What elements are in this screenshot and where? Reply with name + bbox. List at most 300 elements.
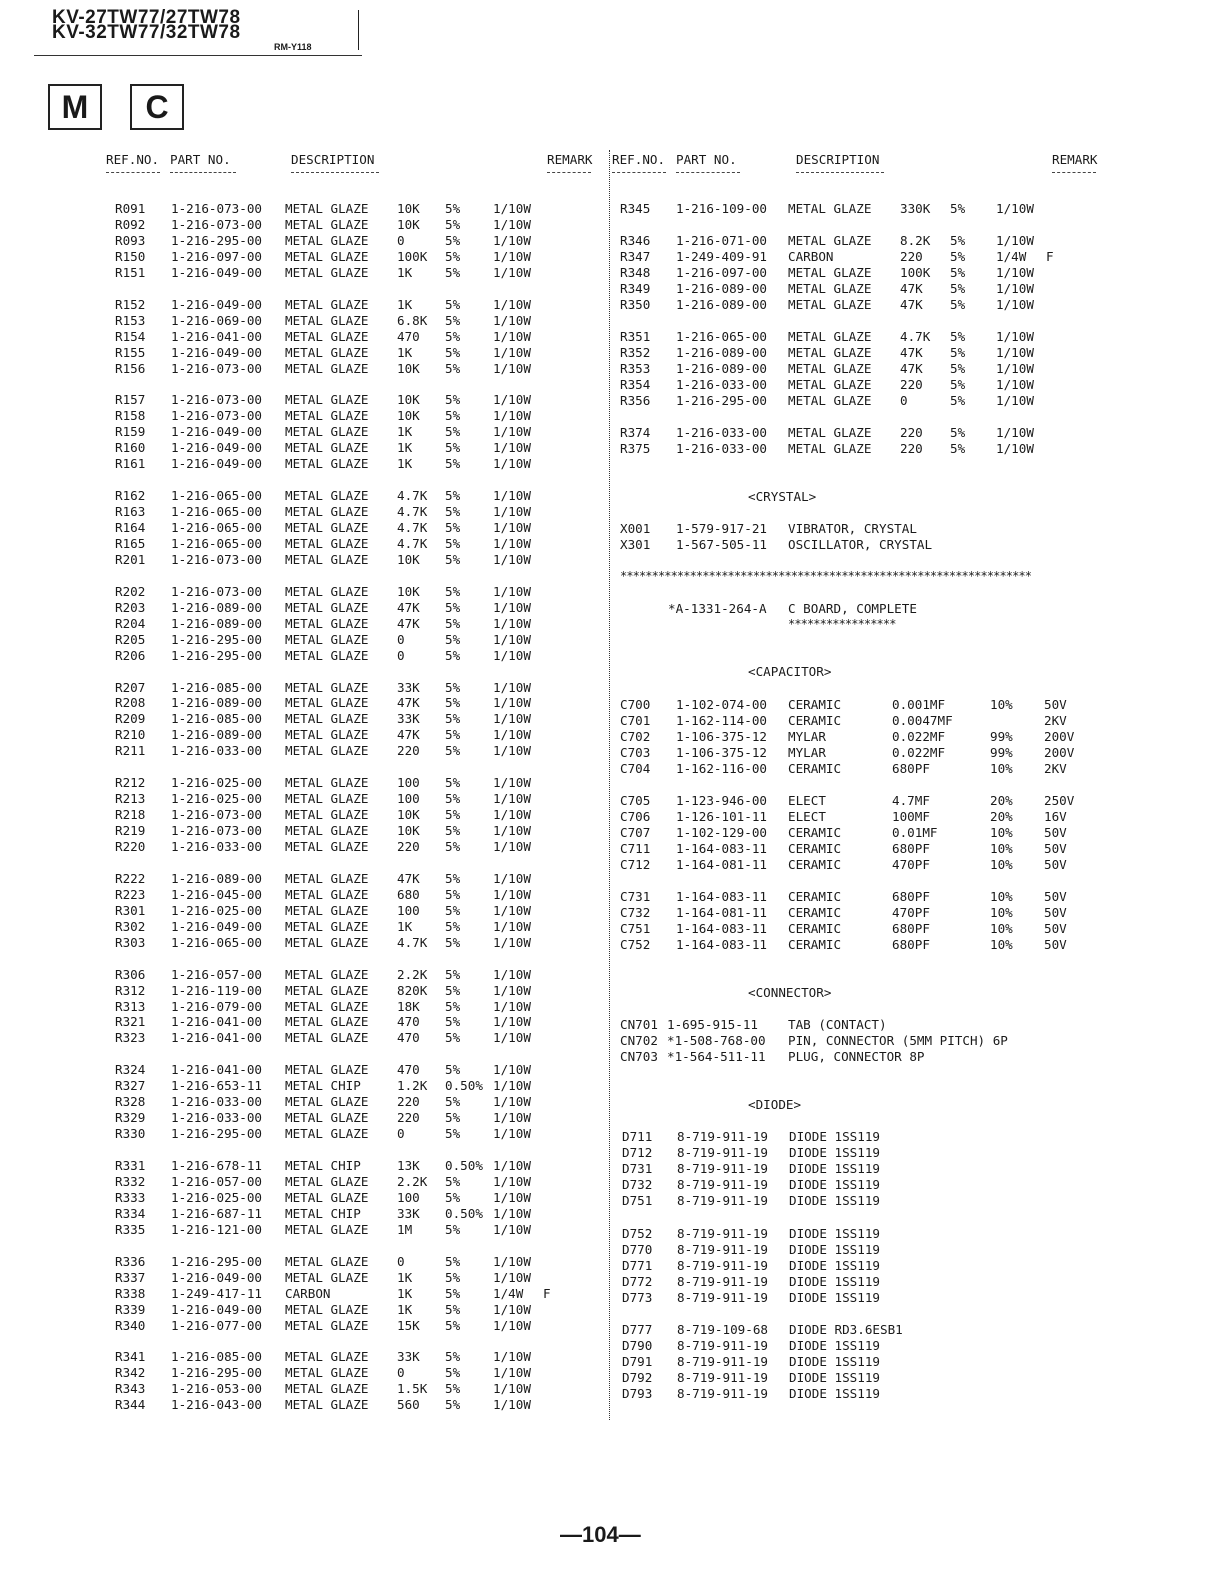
header-underline (170, 172, 236, 173)
part-value: 8.2K (900, 233, 931, 248)
part-description: CERAMIC (788, 712, 842, 728)
part-description: METAL GLAZE (285, 264, 369, 280)
part-rating: 1/10W (493, 807, 531, 823)
part-description: METAL GLAZE (788, 201, 872, 216)
part-part-no: 8-719-911-19 (677, 1353, 768, 1369)
part-tolerance: 5% (445, 1317, 461, 1333)
part-value: 15K (397, 1317, 420, 1333)
part-ref-no: R302 (115, 918, 146, 934)
part-rating: 1/10W (493, 998, 531, 1014)
part-rating: 1/10W (493, 520, 531, 535)
part-value: 470 (397, 1062, 420, 1078)
part-ref-no: R206 (115, 647, 146, 663)
part-rating: 1/10W (493, 1397, 531, 1413)
part-tolerance: 5% (445, 1221, 461, 1237)
part-rating: 1/10W (996, 296, 1034, 312)
part-tolerance: 5% (445, 456, 461, 472)
part-ref-no: D770 (622, 1241, 653, 1257)
part-value: 1K (397, 344, 413, 360)
part-rating: 1/10W (493, 966, 531, 982)
part-description: METAL GLAZE (285, 918, 369, 934)
part-description: MYLAR (788, 744, 826, 760)
part-value: 1K (397, 424, 413, 440)
part-rating: 1/10W (493, 201, 531, 216)
part-value: 1K (397, 440, 413, 456)
part-ref-no: C703 (620, 744, 651, 760)
part-description: METAL GLAZE (285, 1381, 369, 1397)
part-value: 220 (900, 248, 923, 264)
part-description: DIODE 1SS119 (789, 1353, 880, 1369)
part-part-no: 1-695-915-11 (667, 1017, 758, 1032)
part-rating: 1/10W (493, 1349, 531, 1365)
part-ref-no: R154 (115, 328, 146, 344)
part-tolerance: 5% (445, 1381, 461, 1397)
part-part-no: 1-216-025-00 (171, 902, 262, 918)
part-tolerance: 5% (445, 711, 461, 727)
part-value: 1K (397, 296, 413, 312)
part-part-no: 1-216-295-00 (171, 232, 262, 248)
part-tolerance: 10% (990, 904, 1013, 920)
part-description: CERAMIC (788, 697, 842, 712)
part-ref-no: D711 (622, 1129, 653, 1144)
part-description: METAL GLAZE (285, 1030, 369, 1046)
part-ref-no: CN701 (620, 1017, 658, 1032)
part-description: METAL CHIP (285, 1205, 361, 1221)
part-ref-no: R222 (115, 870, 146, 886)
part-tolerance: 10% (990, 760, 1013, 776)
part-tolerance: 5% (445, 679, 461, 695)
part-tolerance: 5% (445, 647, 461, 663)
part-value: 1K (397, 918, 413, 934)
part-part-no: 1-216-073-00 (171, 201, 262, 216)
part-part-no: *1-564-511-11 (667, 1048, 766, 1064)
part-part-no: 1-216-025-00 (171, 775, 262, 791)
part-value: 100K (397, 248, 428, 264)
part-tolerance: 5% (950, 425, 966, 440)
part-rating: 50V (1044, 824, 1067, 840)
part-description: METAL GLAZE (285, 839, 369, 854)
section-heading-crystal: <CRYSTAL> (748, 489, 817, 504)
part-tolerance: 5% (445, 344, 461, 360)
part-part-no: 1-216-065-00 (171, 535, 262, 551)
part-description: METAL GLAZE (285, 934, 369, 950)
part-rating: 1/4W (493, 1285, 524, 1301)
part-tolerance: 5% (445, 296, 461, 312)
part-description: DIODE 1SS119 (789, 1273, 880, 1289)
part-ref-no: R207 (115, 679, 146, 695)
part-part-no: 1-102-074-00 (676, 697, 767, 712)
part-description: METAL GLAZE (285, 807, 369, 823)
part-tolerance: 5% (445, 631, 461, 647)
part-ref-no: R205 (115, 631, 146, 647)
part-part-no: 1-216-033-00 (171, 1094, 262, 1110)
part-tolerance: 5% (445, 488, 461, 504)
part-description: METAL GLAZE (285, 631, 369, 647)
part-description: METAL GLAZE (285, 520, 369, 535)
part-ref-no: R336 (115, 1253, 146, 1269)
part-part-no: 8-719-911-19 (677, 1226, 768, 1241)
part-value: 220 (397, 1110, 420, 1126)
part-ref-no: R153 (115, 312, 146, 328)
part-description: METAL GLAZE (285, 1349, 369, 1365)
part-ref-no: R163 (115, 504, 146, 520)
part-description: DIODE 1SS119 (789, 1257, 880, 1273)
part-description: METAL CHIP (285, 1078, 361, 1094)
part-rating: 1/10W (493, 1062, 531, 1078)
part-ref-no: X001 (620, 521, 651, 536)
part-tolerance: 5% (950, 201, 966, 216)
part-tolerance: 0.50% (445, 1205, 483, 1221)
part-ref-no: R211 (115, 743, 146, 759)
part-rating: 1/10W (493, 711, 531, 727)
col-ref-no: REF.NO. (106, 152, 160, 167)
part-rating: 1/10W (493, 695, 531, 711)
part-part-no: 1-216-025-00 (171, 791, 262, 807)
part-ref-no: R351 (620, 329, 651, 344)
part-ref-no: C707 (620, 824, 651, 840)
part-tolerance: 5% (445, 312, 461, 328)
part-description: METAL GLAZE (285, 647, 369, 663)
part-value: 0.022MF (892, 744, 946, 760)
part-tolerance: 5% (445, 248, 461, 264)
part-value: 10K (397, 392, 420, 408)
part-description: METAL GLAZE (285, 982, 369, 998)
part-value: 470PF (892, 856, 930, 872)
part-rating: 1/10W (493, 1173, 531, 1189)
part-value: 0.001MF (892, 697, 946, 712)
part-part-no: 1-216-089-00 (676, 344, 767, 360)
part-ref-no: R331 (115, 1158, 146, 1173)
part-value: 47K (397, 695, 420, 711)
part-value: 47K (900, 344, 923, 360)
part-part-no: 1-216-077-00 (171, 1317, 262, 1333)
part-part-no: 8-719-911-19 (677, 1160, 768, 1176)
part-part-no: 1-216-121-00 (171, 1221, 262, 1237)
part-description: METAL GLAZE (788, 360, 872, 376)
part-ref-no: R347 (620, 248, 651, 264)
part-description: METAL GLAZE (285, 615, 369, 631)
column-divider (609, 150, 610, 1420)
part-ref-no: C704 (620, 760, 651, 776)
part-tolerance: 5% (445, 599, 461, 615)
part-tolerance: 5% (445, 918, 461, 934)
part-description: TAB (CONTACT) (788, 1017, 887, 1032)
part-value: 10K (397, 807, 420, 823)
part-rating: 1/10W (493, 1094, 531, 1110)
part-rating: 50V (1044, 904, 1067, 920)
part-rating: 1/10W (493, 583, 531, 599)
part-rating: 1/10W (493, 344, 531, 360)
part-ref-no: R212 (115, 775, 146, 791)
part-ref-no: C711 (620, 840, 651, 856)
part-part-no: 1-123-946-00 (676, 793, 767, 808)
part-value: 0.0047MF (892, 712, 953, 728)
part-ref-no: R312 (115, 982, 146, 998)
part-value: 47K (397, 727, 420, 743)
part-ref-no: R208 (115, 695, 146, 711)
part-description: METAL GLAZE (285, 456, 369, 472)
part-ref-no: R349 (620, 280, 651, 296)
part-part-no: 1-216-071-00 (676, 233, 767, 248)
part-tolerance: 5% (445, 934, 461, 950)
part-part-no: 1-216-073-00 (171, 551, 262, 567)
part-rating: 1/10W (493, 934, 531, 950)
remote-model: RM-Y118 (274, 42, 312, 52)
part-ref-no: R092 (115, 216, 146, 232)
part-remark: F (1046, 248, 1054, 264)
section-heading-capacitor: <CAPACITOR> (748, 664, 832, 679)
part-rating: 1/10W (493, 264, 531, 280)
part-rating: 1/4W (996, 248, 1027, 264)
part-description: METAL GLAZE (285, 551, 369, 567)
part-tolerance: 5% (950, 233, 966, 248)
part-part-no: 1-216-065-00 (676, 329, 767, 344)
part-ref-no: R161 (115, 456, 146, 472)
part-part-no: 1-216-049-00 (171, 918, 262, 934)
part-value: 1K (397, 1269, 413, 1285)
part-rating: 1/10W (493, 535, 531, 551)
part-ref-no: R093 (115, 232, 146, 248)
part-rating: 2KV (1044, 712, 1067, 728)
part-rating: 1/10W (493, 1301, 531, 1317)
part-description: DIODE 1SS119 (789, 1337, 880, 1353)
part-value: 47K (397, 599, 420, 615)
part-ref-no: D791 (622, 1353, 653, 1369)
part-rating: 1/10W (996, 376, 1034, 392)
part-rating: 1/10W (493, 679, 531, 695)
part-rating: 1/10W (493, 216, 531, 232)
part-ref-no: R327 (115, 1078, 146, 1094)
part-value: 4.7K (397, 520, 428, 535)
part-ref-no: R156 (115, 360, 146, 376)
part-part-no: 1-216-057-00 (171, 966, 262, 982)
part-rating: 1/10W (493, 360, 531, 376)
part-rating: 1/10W (493, 1221, 531, 1237)
part-part-no: 1-164-081-11 (676, 856, 767, 872)
section-box-m: M (48, 84, 102, 130)
part-part-no: 1-216-053-00 (171, 1381, 262, 1397)
part-ref-no: R155 (115, 344, 146, 360)
part-ref-no: D790 (622, 1337, 653, 1353)
part-value: 220 (397, 743, 420, 759)
header-underline (547, 172, 591, 173)
part-ref-no: R340 (115, 1317, 146, 1333)
part-description: METAL GLAZE (285, 1317, 369, 1333)
part-description: VIBRATOR, CRYSTAL (788, 521, 917, 536)
part-description: DIODE 1SS119 (789, 1144, 880, 1160)
part-part-no: 1-216-049-00 (171, 344, 262, 360)
part-part-no: 1-216-041-00 (171, 1014, 262, 1030)
part-description: METAL GLAZE (285, 1173, 369, 1189)
part-ref-no: D712 (622, 1144, 653, 1160)
part-part-no: 1-216-041-00 (171, 1062, 262, 1078)
part-part-no: 1-216-041-00 (171, 328, 262, 344)
part-tolerance: 10% (990, 697, 1013, 712)
part-part-no: 8-719-911-19 (677, 1385, 768, 1401)
part-description: METAL GLAZE (285, 232, 369, 248)
header-underline (106, 172, 160, 173)
part-description: CERAMIC (788, 936, 842, 952)
part-value: 1.2K (397, 1078, 428, 1094)
part-ref-no: R334 (115, 1205, 146, 1221)
part-rating: 1/10W (996, 329, 1034, 344)
part-part-no: 1-216-033-00 (171, 1110, 262, 1126)
part-value: 10K (397, 583, 420, 599)
part-part-no: 1-162-114-00 (676, 712, 767, 728)
part-ref-no: R303 (115, 934, 146, 950)
part-rating: 1/10W (493, 1110, 531, 1126)
part-value: 47K (900, 280, 923, 296)
part-tolerance: 5% (445, 615, 461, 631)
part-rating: 16V (1044, 808, 1067, 824)
part-description: METAL GLAZE (285, 1062, 369, 1078)
part-value: 18K (397, 998, 420, 1014)
part-rating: 1/10W (493, 982, 531, 998)
part-part-no: 8-719-911-19 (677, 1257, 768, 1273)
part-ref-no: R223 (115, 886, 146, 902)
part-tolerance: 10% (990, 936, 1013, 952)
part-part-no: 8-719-911-19 (677, 1129, 768, 1144)
part-rating: 1/10W (493, 743, 531, 759)
part-part-no: 1-164-083-11 (676, 889, 767, 904)
part-description: CERAMIC (788, 760, 842, 776)
part-rating: 1/10W (493, 328, 531, 344)
header-underline (796, 172, 884, 173)
part-part-no: 8-719-911-19 (677, 1144, 768, 1160)
part-tolerance: 5% (445, 1062, 461, 1078)
part-ref-no: R333 (115, 1189, 146, 1205)
part-part-no: 1-164-083-11 (676, 920, 767, 936)
part-description: METAL GLAZE (285, 743, 369, 759)
part-ref-no: R374 (620, 425, 651, 440)
model-title-line2: KV-32TW77/32TW78 (52, 22, 241, 43)
part-value: 4.7K (900, 329, 931, 344)
part-tolerance: 10% (990, 840, 1013, 856)
part-part-no: 1-106-375-12 (676, 744, 767, 760)
part-description: CERAMIC (788, 889, 842, 904)
part-tolerance: 5% (445, 1301, 461, 1317)
part-description: MYLAR (788, 728, 826, 744)
part-description: METAL GLAZE (285, 695, 369, 711)
part-part-no: 1-216-089-00 (171, 599, 262, 615)
part-ref-no: R150 (115, 248, 146, 264)
part-description: METAL GLAZE (285, 1397, 369, 1413)
col-part-no: PART NO. (170, 152, 231, 167)
part-description: OSCILLATOR, CRYSTAL (788, 536, 933, 552)
part-rating: 50V (1044, 856, 1067, 872)
part-ref-no: R344 (115, 1397, 146, 1413)
part-rating: 1/10W (493, 1317, 531, 1333)
part-ref-no: R091 (115, 201, 146, 216)
part-description: CARBON (285, 1285, 331, 1301)
part-ref-no: CN703 (620, 1048, 658, 1064)
part-ref-no: D777 (622, 1322, 653, 1337)
part-tolerance: 5% (445, 982, 461, 998)
part-value: 0.022MF (892, 728, 946, 744)
part-part-no: 1-216-025-00 (171, 1189, 262, 1205)
part-value: 33K (397, 1349, 420, 1365)
part-description: ELECT (788, 793, 826, 808)
board-name: C BOARD, COMPLETE (788, 601, 917, 616)
part-value: 680 (397, 886, 420, 902)
part-description: METAL GLAZE (285, 679, 369, 695)
part-rating: 1/10W (493, 727, 531, 743)
part-rating: 1/10W (493, 248, 531, 264)
part-tolerance: 5% (445, 807, 461, 823)
part-rating: 1/10W (493, 408, 531, 424)
part-rating: 1/10W (996, 280, 1034, 296)
part-ref-no: R210 (115, 727, 146, 743)
part-description: METAL GLAZE (285, 1094, 369, 1110)
part-part-no: 1-216-073-00 (171, 807, 262, 823)
part-part-no: 1-216-033-00 (171, 839, 262, 854)
part-description: METAL GLAZE (285, 1365, 369, 1381)
part-rating: 1/10W (493, 886, 531, 902)
part-description: METAL GLAZE (285, 328, 369, 344)
page-number: —104— (560, 1522, 641, 1547)
part-tolerance: 5% (445, 1349, 461, 1365)
part-description: METAL GLAZE (285, 344, 369, 360)
part-part-no: 1-216-073-00 (171, 583, 262, 599)
part-part-no: 1-102-129-00 (676, 824, 767, 840)
part-description: DIODE 1SS119 (789, 1369, 880, 1385)
part-ref-no: X301 (620, 536, 651, 552)
part-value: 220 (900, 376, 923, 392)
col-part-no: PART NO. (676, 152, 737, 167)
part-ref-no: R329 (115, 1110, 146, 1126)
part-ref-no: R348 (620, 264, 651, 280)
part-ref-no: C731 (620, 889, 651, 904)
part-tolerance: 5% (950, 360, 966, 376)
part-tolerance: 5% (445, 520, 461, 535)
part-ref-no: R159 (115, 424, 146, 440)
part-tolerance: 10% (990, 824, 1013, 840)
part-ref-no: R209 (115, 711, 146, 727)
part-description: METAL GLAZE (285, 1269, 369, 1285)
part-value: 10K (397, 360, 420, 376)
part-ref-no: R332 (115, 1173, 146, 1189)
part-value: 4.7MF (892, 793, 930, 808)
part-value: 0 (397, 1253, 405, 1269)
part-ref-no: R157 (115, 392, 146, 408)
header-underline (1052, 172, 1096, 173)
part-part-no: 1-216-041-00 (171, 1030, 262, 1046)
part-rating: 1/10W (493, 1269, 531, 1285)
part-ref-no: R158 (115, 408, 146, 424)
part-tolerance: 5% (445, 966, 461, 982)
part-description: PIN, CONNECTOR (5MM PITCH) 6P (788, 1032, 1008, 1048)
part-description: METAL GLAZE (285, 248, 369, 264)
part-description: DIODE 1SS119 (789, 1226, 880, 1241)
part-ref-no: C706 (620, 808, 651, 824)
part-description: METAL GLAZE (285, 711, 369, 727)
part-ref-no: R353 (620, 360, 651, 376)
part-rating: 1/10W (996, 425, 1034, 440)
part-part-no: 1-164-083-11 (676, 840, 767, 856)
part-tolerance: 5% (445, 1397, 461, 1413)
part-value: 220 (397, 839, 420, 854)
part-part-no: 8-719-911-19 (677, 1176, 768, 1192)
part-ref-no: D793 (622, 1385, 653, 1401)
part-ref-no: R352 (620, 344, 651, 360)
part-ref-no: D751 (622, 1192, 653, 1208)
part-value: 680PF (892, 889, 930, 904)
part-ref-no: C705 (620, 793, 651, 808)
part-ref-no: R323 (115, 1030, 146, 1046)
part-part-no: 1-216-065-00 (171, 934, 262, 950)
part-tolerance: 5% (445, 408, 461, 424)
part-value: 100MF (892, 808, 930, 824)
